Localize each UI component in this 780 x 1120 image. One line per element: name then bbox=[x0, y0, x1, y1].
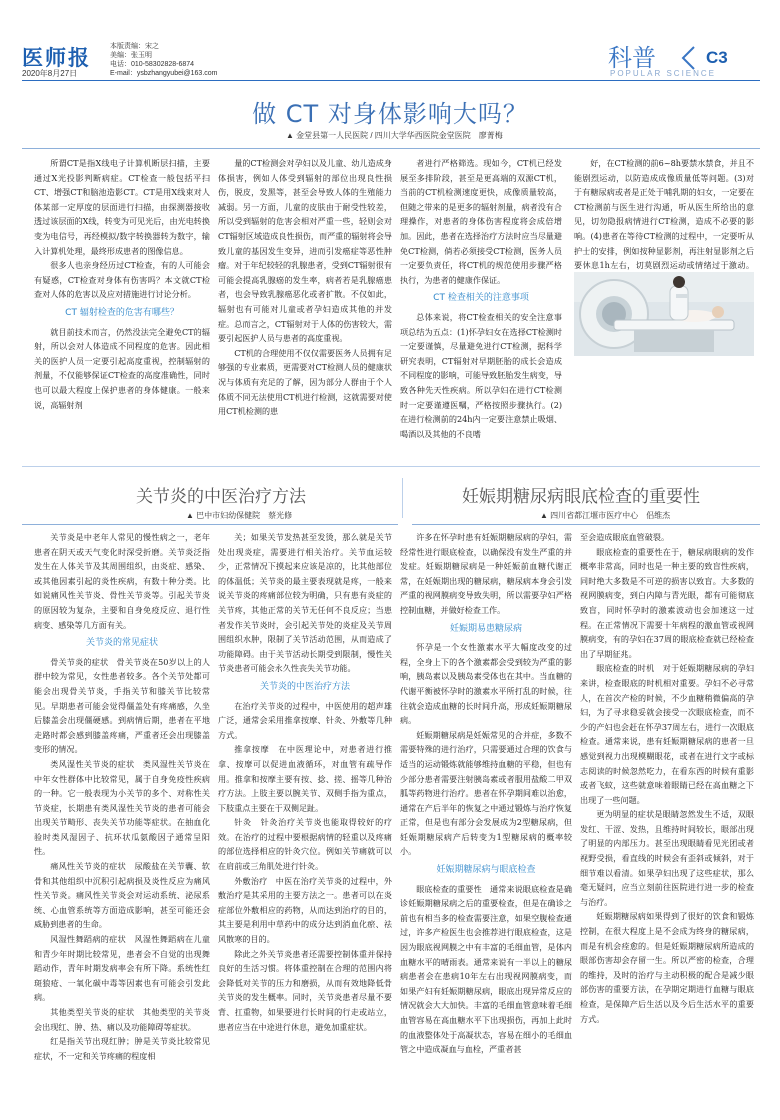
editor-info bbox=[110, 42, 218, 78]
article2-subhead-2: 关节炎的中医治疗方法 bbox=[259, 681, 350, 692]
section-title: 科普 bbox=[608, 44, 656, 72]
paragraph: 者进行严格筛选。现如今，CT机已经发展至多排阶段，甚至是更高端的双源CT机，当前的CT机检测速度更快，成像质量较高，但随之带来的是更多的辐射剂量，病者没有合理操作，对患者的身体伤害程度将会成倍增加。因此，患者在选择治疗方法时应当尽量避免CT检测，倘若必须接受CT检测，医务人员一定要负责任，将CT机的规范使用步骤严格执行，为患者的健康作保证。 bbox=[400, 158, 562, 285]
article1-rule bbox=[22, 148, 760, 149]
paragraph: 眼底检查的时机 对于妊娠期糖尿病的孕妇来讲，检查眼底的时机相对重要。孕妇不必寻常人，在首次产检的时候，不少血糖稍微偏高的孕妇，为了寻求稳妥就会接受一次眼底检查，而不少的产妇也会赶在怀孕37周左右，进行一次眼底检查。通常来说，患有妊娠期糖尿病的患者一旦感觉到视力出现模糊眼花，或者在进行文字或标志阅读的时候忽然吃力，在看东西的时候有重影或者飞蚊，这些就意味着眼睛已经在高血糖之下出现了一些问题。 bbox=[580, 663, 754, 805]
section-divider bbox=[22, 466, 760, 467]
paragraph: 类风湿性关节炎的症状 类风湿性关节炎在中年女性群体中比较常见，属于自身免疫性疾病的一种。它一般表现为小关节的多个、对称性关节炎症，长期患有类风湿性关节炎的患者可能会出现关节畸形、丧失关节功能等症状。在抽血化验时类风湿因子、抗环状瓜氨酸因子通常呈阳性。 bbox=[34, 758, 210, 857]
paragraph: 关；如果关节发热甚至发烫，那么就是关节处出现炎症，需要进行相关治疗。关节血运较少，正常情况下摸起来应该是凉的，比其他部位的体温低；关节炎的最主要表现就是疼，一般来说关节炎的疼痛部位较为明确，只有患有炎症的关节疼，其他正常的关节无任何不良反应；当患者发作关节炎时，会引起关节处的炎症及关节周围组织水肿，限制了关节活动范围，从而造成了功能障碍。由于关节活动长期受到限制，慢性关节炎患者可能会永久性丧失关节功能。 bbox=[218, 532, 392, 674]
paragraph: 就目前技术而言，仍然没法完全避免CT的辐射，所以会对人体造成不同程度的危害。因此相关的医护人员一定要引起高度重视，控制辐射的剂量，不仅能够保证CT检查的高度准确性，同时也可以最大程度上保护患者的身体健康。一般来说，高辐射剂 bbox=[34, 326, 210, 410]
editor-line: E-mail：ysbzhangyubei@163.com bbox=[110, 70, 218, 77]
article2-column-2 bbox=[218, 530, 392, 1034]
paragraph: 针灸 针灸治疗关节炎也能取得较好的疗效。在治疗的过程中要根据病情的轻重以及疼痛的部位选择相应的针灸穴位。例如关节痛就可以在肩前或三角肌处进行针灸。 bbox=[218, 817, 392, 872]
paragraph: 痛风性关节炎的症状 尿酸盐在关节囊、软骨和其他组织中沉积引起病损及炎性反应为痛风性关节炎。痛风性关节炎会对运动系统、泌尿系统、心血管系统等方面造成影响，甚至可能还会威胁到患者的生命。 bbox=[34, 861, 210, 930]
article2-author: ▲ 巴中市妇幼保健院 蔡光修 bbox=[186, 511, 293, 520]
paragraph: 妊娠期糖尿病是妊娠常见的合并症，多数不需要特殊的进行治疗，只需要通过合理的饮食与适当的运动锻炼就能够维持血糖的平稳，但也有少部分患者需要注射胰岛素或者服用盐酸二甲双胍等药物进行治疗。患者在怀孕期间难以治愈，通常在产后半年的恢复之中通过锻炼与治疗恢复正常，但是也有部分会发展成为2型糖尿病，但妊娠期糖尿病产后转变为1型糖尿病的概率较小。 bbox=[400, 729, 572, 857]
article2-subhead-1: 关节炎的常见症状 bbox=[85, 638, 158, 649]
article2-rule bbox=[22, 524, 398, 525]
paragraph: 妊娠期糖尿病如果得到了很好的饮食和锻炼控制，在很大程度上是不会成为终身的糖尿病，而是有机会痊愈的。但是妊娠期糖尿病所造成的眼部伤害却会存留一生。所以严密的检查，合理的维持，及时的治疗与主动积极的配合是减少眼部伤害的重要方法，在孕期定期进行血糖与眼底检查，是保障产后生活以及今后生活水平的重要方式。 bbox=[580, 911, 754, 1024]
chevron-left-icon bbox=[678, 44, 698, 72]
article1-column-3 bbox=[400, 156, 562, 441]
article3-title: 妊娠期糖尿病眼底检查的重要性 bbox=[462, 487, 700, 507]
paragraph: 好，在CT检测的前6~8h要禁水禁食，并且不能剧烈运动，以防造成成像质量低等问题。(3)对于有糖尿病或者是正处于哺乳期的妇女，一定要在CT检测前与医生进行沟通，听从医生所给出的意见，切勿隐报病情进行CT检测，造成不必要的影响。(4)患者在等待CT检测的过程中，一定要听从护士的安排，例如按种显影剂，再注射显影剂之后要休息1h左右，切莫剧烈运动或情绪过于激动。 bbox=[574, 158, 754, 271]
paragraph: 在治疗关节炎的过程中，中医使用的超声雄广泛，通常会采用推拿按摩、针灸、外敷等几种方式。 bbox=[218, 700, 392, 740]
editor-line: 美编：张玉明 bbox=[110, 52, 152, 59]
paragraph: 除此之外关节炎患者还需要控制体重并保持良好的生活习惯。将体重控制在合理的范围内将会降低对关节的压力和磨损，从而有效地降低骨关节炎的发生概率。同时，关节炎患者尽量不要背、扛重物，如果要进行长时间的行走或站立，患者应当在中途进行休息，避免加重症状。 bbox=[218, 948, 392, 1032]
header-rule bbox=[22, 80, 760, 81]
editor-line: 本版责编：宋之 bbox=[110, 43, 159, 50]
paragraph: 量的CT检测会对孕妇以及儿童、幼儿造成身体损害，例如人体受到辐射的部位出现良性损伤，脱皮，发黑等，甚至会导致人体的生殖能力减弱。另一方面，儿童的皮肤由于耐受性较差，所以受到辐射的危害会相对严重一些，轻则会对CT辐射区域造成良性损伤，而严重的辐射将会导致儿童的基因发生变异，进而引发癌症等恶性肿瘤。对于年纪较轻的乳腺患者，受到CT辐射很有可能会提高乳腺癌的发生率，病者若是乳腺癌患者，也会导致乳腺癌恶化或者扩散。不仅如此，辐射也有可能对儿童或者孕妇造成其他的并发症。总而言之，CT辐射对于人体的伤害较大，需要引起医护人员与患者的高度重视。 bbox=[218, 158, 392, 344]
article1-subhead-1: CT 辐射检查的危害有哪些？ bbox=[65, 307, 179, 318]
article3-column-1 bbox=[400, 530, 572, 1057]
section-title-en: POPULAR SCIENCE bbox=[610, 69, 717, 78]
issue-date: 2020年8月27日 bbox=[22, 69, 78, 78]
paragraph: 其他类型关节炎的症状 其他类型的关节炎会出现红、肿、热、痛以及功能障碍等症状。 bbox=[34, 1007, 210, 1032]
article3-subhead-1: 妊娠期易患糖尿病 bbox=[449, 623, 522, 634]
paragraph: 许多在怀孕时患有妊娠期糖尿病的孕妇，需经常性进行眼底检查，以确保没有发生严重的并发症。妊娠期糖尿病是一种妊娠前血糖代谢正常，在妊娠期出现的糖尿病，糖尿病本身会引发严重的视网膜病变导致失明，所以需要孕妇严格控制血糖，并做好检查工作。 bbox=[400, 532, 572, 615]
article3-column-2 bbox=[580, 530, 754, 1026]
article1-column-1 bbox=[34, 156, 210, 412]
paragraph: 眼底检查的重要性 通常来说眼底检查是确诊妊娠期糖尿病之后的重要检查，但是在确诊之前也有相当多的检查需要注意，如果空腹检查通过，许多产检医生也会推荐进行眼底检查，这是因为眼底视网膜之中有丰富的毛细血管，是体内血糖水平的晴雨表。通常来说有一半以上的糖尿病患者会在患病10年左右出现视网膜病变，而如果产妇有妊娠期糖尿病，眼底出现异常反应的情况就会大大加快。丰富的毛细血管意味着毛细血管容易在高血糖水平下出现损伤，再加上此时的血液整体处于高凝状态，容易在细小的毛细血管之中造成凝血与血栓，严重者甚 bbox=[400, 883, 572, 1055]
article3-rule bbox=[412, 524, 760, 525]
paragraph: 更为明显的症状是眼睛忽然发生不适，双眼发红、干涩、发热，且维持时间较长，眼部出现了明显的内部压力。甚至出现眼睛看见光团或者视野受损，看直线的时候会有歪斜或倾斜，对于细节难以看清。如果孕妇出现了这些症状，那么毫无疑问，应当立刻前往医院进行进一步的检查与治疗。 bbox=[580, 809, 754, 907]
paragraph: CT机的合理使用不仅仅需要医务人员拥有足够强的专业素质，更需要对CT检测人员的健康状况与体质有充足的了解，因为部分人群由于个人体质不同无法使用CT机进行检测，这就需要对使用CT机检测的患 bbox=[218, 347, 392, 417]
masthead-logo: 医师报 bbox=[22, 45, 91, 70]
paragraph: 骨关节炎的症状 骨关节炎在50岁以上的人群中较为常见，女性患者较多。各个关节处都可能会出现骨关节炎，手指关节和膝关节比较常见。早期患者可能会觉得僵盖处有疼痛感，久坐后膝盖会出现僵硬感。到病情后期，患者在平地走路时都会感到膝盖疼痛，严重者还会出现膝盖变形的情况。 bbox=[34, 656, 210, 755]
paragraph: 风湿性舞蹈病的症状 风湿性舞蹈病在儿童和青少年时期比较常见，患者会不自觉的出现舞蹈动作，青年时期发病率会有所下降。系统性红斑狼疮、一氧化碳中毒等因素也有可能会引发此病。 bbox=[34, 934, 210, 1003]
paragraph: 推拿按摩 在中医理论中，对患者进行推拿、按摩可以促进血液循环，对血管有疏导作用。推拿和按摩主要有按、捻、搓、摇等几种治疗方法。上肢主要以腕关节、双侧手指为重点，下肢重点主要在于双侧足趾。 bbox=[218, 744, 392, 813]
column-divider bbox=[402, 478, 403, 518]
paragraph: 至会造成眼底血管破裂。 bbox=[580, 532, 670, 542]
paragraph: 很多人也亲身经历过CT检查，有的人可能会有疑惑，CT检查对身体有伤害吗？本文就CT检查对人体的危害以及应对措施进行讨论分析。 bbox=[34, 260, 210, 300]
ct-scanner-photo bbox=[574, 272, 754, 356]
article1-column-2 bbox=[218, 156, 392, 419]
article1-subhead-2: CT 检查相关的注意事项 bbox=[433, 293, 529, 304]
paragraph: 所谓CT是指X线电子计算机断层扫描，主要通过X光投影判断病症。CT检查一般包括平扫CT、增强CT和脑池造影CT。CT是用X线束对人体某部一定厚度的层面进行扫描，由探测器接收透过该层面的X线，转变为可见光后，由光电转换变为电信号，再经模拟/数字转换器转为数字，输入计算机处理，最终形成患者的图像信息。 bbox=[34, 158, 210, 256]
article2-title: 关节炎的中医治疗方法 bbox=[136, 487, 306, 507]
page-number: C3 bbox=[706, 48, 728, 67]
article1-title: 做 CT 对身体影响大吗？ bbox=[252, 100, 528, 128]
paragraph: 红是指关节出现红肿；肿是关节炎比较常见症状，不一定和关节疼痛的程度相 bbox=[34, 1036, 210, 1061]
article1-author: ▲ 金堂县第一人民医院 / 四川大学华西医院金堂医院 廖菁梅 bbox=[286, 131, 503, 140]
paragraph: 怀孕是一个女性激素水平大幅度改变的过程，全身上下的各个激素都会受到较为严重的影响，胰岛素以及胰岛素受体也在其中。当血糖的代谢平衡被怀孕时的激素水平所打乱的时候，往往就会造成血糖的长时间升高，形成妊娠期糖尿病。 bbox=[400, 642, 572, 726]
article3-subhead-2: 妊娠期糖尿病与眼底检查 bbox=[436, 865, 536, 876]
paragraph: 眼底检查的重要性在于，糖尿病眼病的发作概率非常高，同时也是一种主要的致盲性疾病，同时绝大多数是不可逆的损害以致盲。大多数的视网膜病变，到白内障与青光眼，都有可能彻底致盲，同时怀孕时的激素波动也会加速这一过程。在正常情况下需要十年病程的激血管或视网膜病变，有的孕妇在37周的眼底检查就已经检查出了早期征兆。 bbox=[580, 546, 754, 659]
paragraph: 总体来说，将CT检查相关的安全注意事项总结为五点：(1)怀孕妇女在选择CT检测时一定要谨慎，尽量避免进行CT检测，据科学研究表明，CT辐射对早期胚胎的成长会造成不同程度的影响，可能导致胚胎发生病变，导致各种先天性疾病。所以孕妇在进行CT检测时一定要谨遵医嘱，严格按照步骤执行。(2)在进行检测前的24h内一定要注意禁止吸烟、喝酒以及其他的不良嗜 bbox=[400, 311, 562, 439]
editor-line: 电话：010-58302828-6874 bbox=[110, 61, 195, 68]
article2-column-1 bbox=[34, 530, 210, 1063]
paragraph: 外敷治疗 中医在治疗关节炎的过程中，外敷治疗是其采用的主要方法之一。患者可以在炎症部位外敷相应的药物，从而达到治疗的目的，其主要是利用中草药中的成分达到消血化瘀、祛风散寒的目的。 bbox=[218, 875, 392, 945]
paragraph: 关节炎是中老年人常见的慢性病之一，老年患者在阴天或天气变化时深受折磨。关节炎泛指发生在人体关节及其周围组织，由炎症、感染、或其他因素引起的炎性疾病，有数十种分类。比如说痛风性关节炎、骨性关节炎等。引起关节炎的原因较为复杂，主要和自身免疫反应、退行性病变、感染等几方面有关。 bbox=[34, 532, 210, 630]
article3-author: ▲ 四川省都江堰市医疗中心 侣维杰 bbox=[540, 511, 671, 520]
